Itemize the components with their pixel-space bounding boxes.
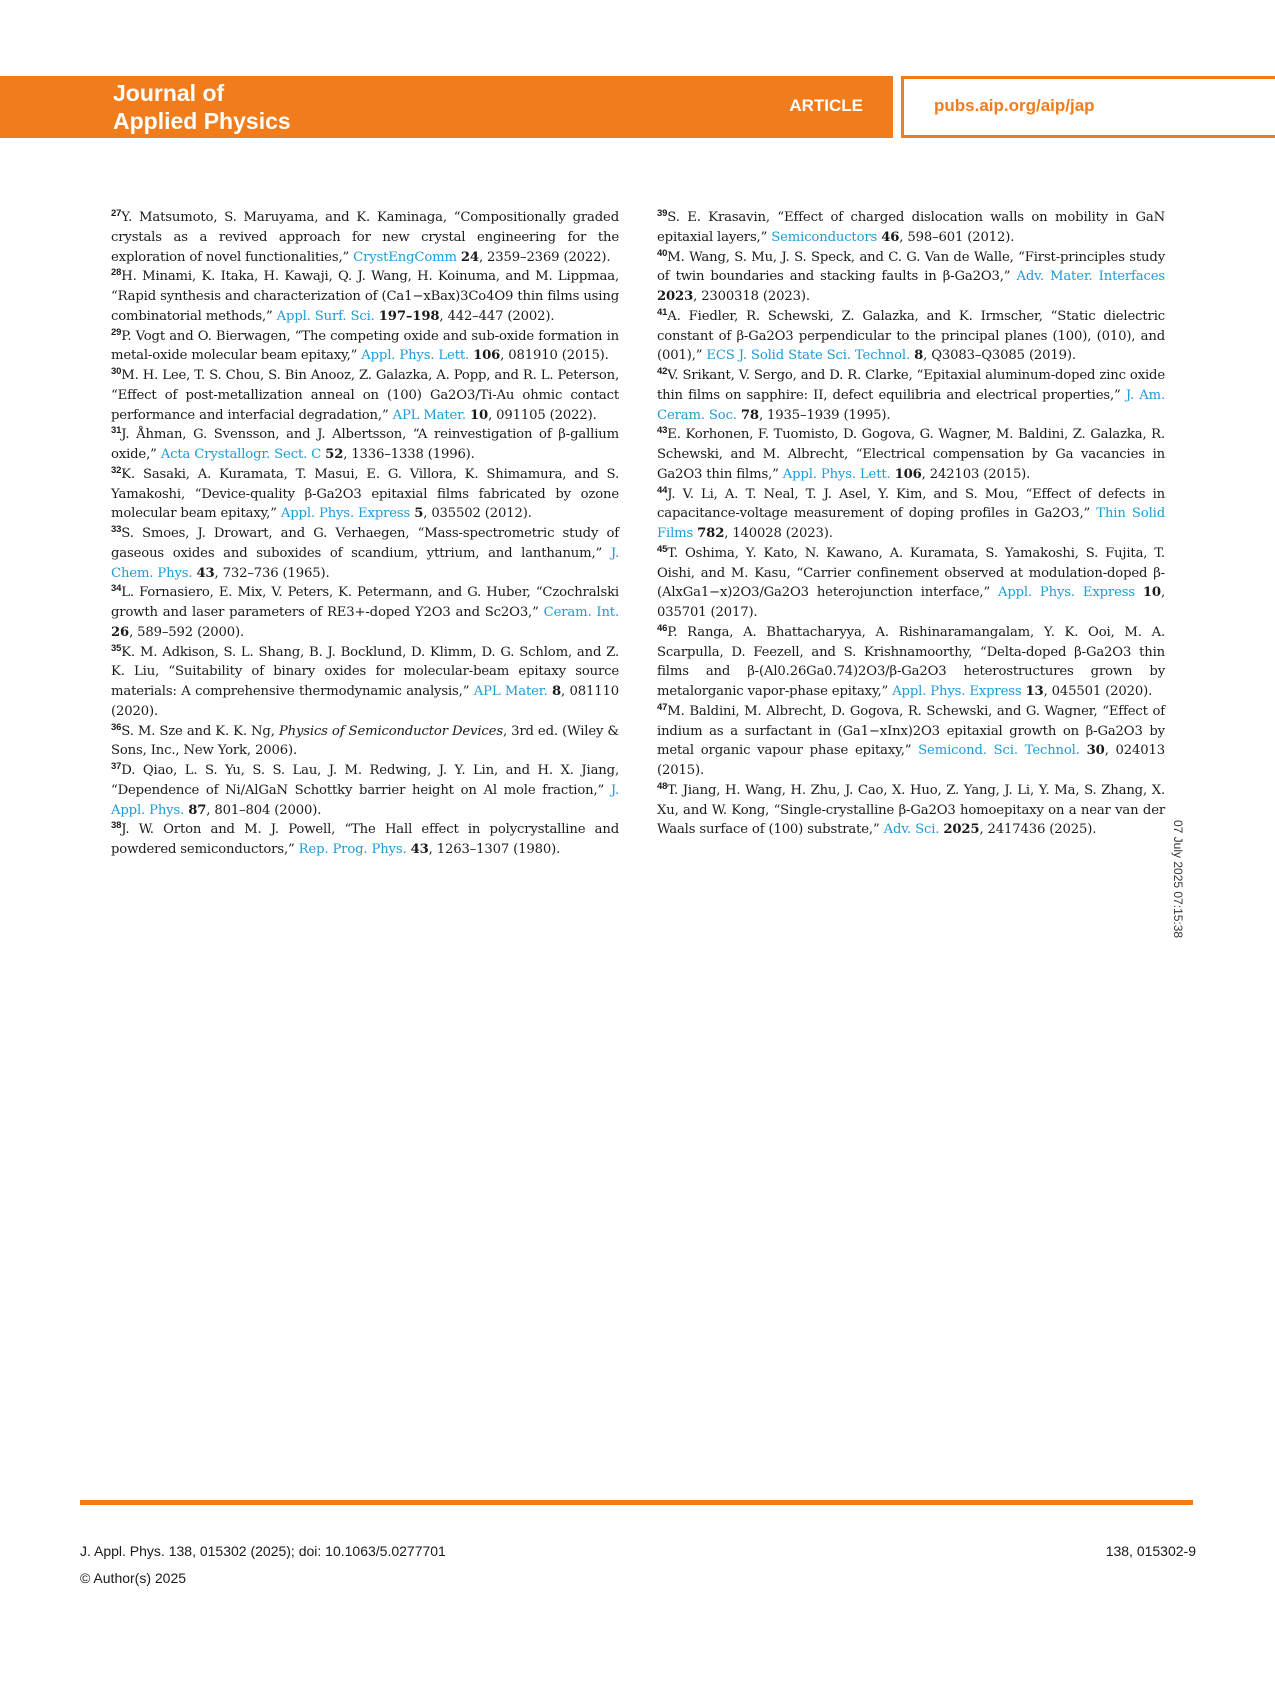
reference-pages-year: , 035502 (2012). bbox=[423, 506, 532, 522]
reference-text: S. E. Krasavin, “Effect of charged dislocation walls on mobility in GaN epitaxial layers,” bbox=[657, 210, 1165, 245]
reference-text: Y. Matsumoto, S. Maruyama, and K. Kaminaga, “Compositionally graded crystals as a revived approach for new crystal engineering for the exploration of novel functionalities,” bbox=[111, 210, 619, 265]
reference-journal-link[interactable]: Appl. Phys. Express bbox=[997, 585, 1135, 601]
reference-number: 33 bbox=[111, 524, 122, 535]
reference-volume: 106 bbox=[473, 348, 501, 364]
reference-pages-year: , Q3083–Q3085 (2019). bbox=[923, 348, 1076, 364]
reference-volume: 10 bbox=[470, 407, 489, 423]
reference-journal-link[interactable]: Appl. Phys. Express bbox=[892, 684, 1022, 699]
reference-pages-year: , 091105 (2022). bbox=[488, 407, 597, 423]
reference-volume: 24 bbox=[460, 249, 479, 265]
reference-journal-link[interactable]: Semiconductors bbox=[771, 229, 878, 245]
reference-volume: 13 bbox=[1025, 684, 1044, 699]
reference-journal-link[interactable]: CrystEngComm bbox=[353, 249, 457, 265]
references-right-column bbox=[657, 208, 1165, 840]
reference-text: H. Minami, K. Itaka, H. Kawaji, Q. J. Wang, H. Koinuma, and M. Lippmaa, “Rapid synthesis and characterization of (Ca1−xBax)3Co4O9 thin films using combinatorial methods,” bbox=[111, 269, 619, 324]
reference-number: 29 bbox=[111, 326, 122, 338]
references-left-column bbox=[111, 208, 619, 860]
reference-number: 41 bbox=[657, 306, 668, 318]
reference-volume: 43 bbox=[196, 565, 215, 581]
reference-pages-year: , 2417436 (2025). bbox=[979, 822, 1097, 838]
reference-number: 44 bbox=[657, 484, 668, 496]
reference-volume: 26 bbox=[111, 624, 130, 640]
reference-text: S. Smoes, J. Drowart, and G. Verhaegen, “Mass-spectrometric study of gaseous oxides and suboxides of scandium, yttrium, and lanthanum,” bbox=[111, 526, 619, 561]
reference-pages-year: , 589–592 (2000). bbox=[129, 624, 245, 640]
reference-pages-year: , 2359–2369 (2022). bbox=[478, 249, 611, 265]
reference-number: 45 bbox=[657, 543, 668, 555]
footer-copyright: © Author(s) 2025 bbox=[80, 1570, 187, 1586]
reference-pages-year: , 442–447 (2002). bbox=[439, 308, 555, 324]
reference-volume: 43 bbox=[410, 842, 429, 857]
reference-number: 42 bbox=[657, 366, 668, 377]
reference-journal-link[interactable]: J. Am. Ceram. Soc. bbox=[657, 387, 1165, 423]
reference-item bbox=[111, 524, 619, 583]
reference-text: K. M. Adkison, S. L. Shang, B. J. Bocklund, D. Klimm, D. G. Schlom, and Z. K. Liu, “Suitability of binary oxides for molecular-beam epitaxy source materials: A comprehensive thermodynamic analysis,” bbox=[111, 644, 619, 699]
reference-journal-link[interactable]: Acta Crystallogr. Sect. C bbox=[160, 447, 322, 462]
reference-journal-link[interactable]: Rep. Prog. Phys. bbox=[298, 842, 407, 857]
journal-title-line2: Applied Physics bbox=[113, 108, 291, 134]
reference-text: P. Vogt and O. Bierwagen, “The competing oxide and sub-oxide formation in metal-oxide molecular beam epitaxy,” bbox=[111, 328, 619, 364]
reference-number: 32 bbox=[111, 464, 122, 476]
journal-title-line1: Journal of bbox=[113, 80, 225, 106]
reference-number: 37 bbox=[111, 761, 122, 772]
reference-pages-year: , 1336–1338 (1996). bbox=[343, 447, 475, 462]
reference-text: T. Oshima, Y. Kato, N. Kawano, A. Kuramata, S. Yamakoshi, S. Fujita, T. Oishi, and M. Kasu, “Carrier confinement observed at modulation-doped β-(AlxGa1−x)2O3/Ga2O3 heterojunction interface,” bbox=[657, 545, 1165, 601]
reference-number: 47 bbox=[657, 701, 668, 713]
reference-book-title: Physics of Semiconductor Devices bbox=[278, 723, 503, 739]
reference-text: M. Wang, S. Mu, J. S. Speck, and C. G. Van de Walle, “First-principles study of twin boundaries and stacking faults in β-Ga2O3,” bbox=[657, 249, 1165, 285]
reference-text: T. Jiang, H. Wang, H. Zhu, J. Cao, X. Huo, Z. Yang, J. Li, Y. Ma, S. Zhang, X. Xu, and W. Kong, “Single-crystalline β-Ga2O3 homoepitaxy on a near van der Waals surface of (100) substrate,” bbox=[657, 782, 1165, 838]
reference-volume: 78 bbox=[740, 407, 759, 423]
reference-pages-year: , 1263–1307 (1980). bbox=[428, 842, 561, 857]
reference-journal-link[interactable]: J. Appl. Phys. bbox=[111, 782, 619, 818]
reference-journal-link[interactable]: Appl. Surf. Sci. bbox=[276, 308, 375, 324]
reference-item bbox=[111, 820, 619, 860]
reference-journal-link[interactable]: Appl. Phys. Express bbox=[280, 506, 411, 522]
reference-journal-link[interactable]: Appl. Phys. Lett. bbox=[361, 348, 470, 364]
reference-pages-year: , 2300318 (2023). bbox=[693, 289, 810, 304]
reference-number: 46 bbox=[657, 622, 668, 634]
footer-page-number: 138, 015302-9 bbox=[1105, 1543, 1196, 1559]
download-timestamp: 07 July 2025 07:15:38 bbox=[1171, 820, 1185, 939]
reference-text: P. Ranga, A. Bhattacharyya, A. Rishinaramangalam, Y. K. Ooi, M. A. Scarpulla, D. Feezell, and S. Krishnamoorthy, “Delta-doped β-Ga2O3 thin films and β-(Al0.26Ga0.74)2O3/β-Ga2O3 heterostructures grown by metalorganic vapor-phase epitaxy,” bbox=[657, 624, 1165, 699]
reference-item bbox=[657, 248, 1165, 307]
reference-number: 35 bbox=[111, 642, 122, 654]
reference-item bbox=[111, 583, 619, 642]
reference-item bbox=[657, 366, 1165, 425]
reference-pages-year: , 3rd ed. (Wiley & Sons, Inc., New York, 2006). bbox=[111, 723, 619, 759]
reference-number: 31 bbox=[111, 425, 122, 437]
reference-number: 43 bbox=[657, 425, 668, 437]
reference-item bbox=[657, 307, 1165, 366]
journal-header bbox=[0, 76, 1275, 138]
reference-text: K. Sasaki, A. Kuramata, T. Masui, E. G. Villora, K. Shimamura, and S. Yamakoshi, “Device-quality β-Ga2O3 epitaxial films fabricated by ozone molecular beam epitaxy,” bbox=[111, 466, 619, 522]
reference-journal-link[interactable]: Semicond. Sci. Technol. bbox=[918, 743, 1080, 759]
reference-number: 39 bbox=[657, 208, 668, 219]
reference-journal-link[interactable]: APL Mater. bbox=[473, 684, 548, 699]
footer-rule bbox=[80, 1500, 1193, 1505]
reference-journal-link[interactable]: Appl. Phys. Lett. bbox=[782, 466, 891, 482]
reference-text: M. Baldini, M. Albrecht, D. Gogova, R. Schewski, and G. Wagner, “Effect of indium as a surfactant in (Ga1−xInx)2O3 epitaxial growth on β-Ga2O3 by metal organic vapour phase epitaxy,” bbox=[657, 703, 1165, 759]
reference-pages-year: , 081910 (2015). bbox=[500, 348, 609, 364]
reference-text: M. H. Lee, T. S. Chou, S. Bin Anooz, Z. Galazka, A. Popp, and R. L. Peterson, “Effect of post-metallization anneal on (100) Ga2O3/Ti-Au ohmic contact performance and interfacial degradation,” bbox=[111, 368, 619, 423]
reference-volume: 52 bbox=[325, 447, 344, 462]
reference-text: D. Qiao, L. S. Yu, S. S. Lau, J. M. Redwing, J. Y. Lin, and H. X. Jiang, “Dependence of Ni/AlGaN Schottky barrier height on Al mole fraction,” bbox=[111, 763, 619, 798]
reference-item bbox=[657, 544, 1165, 623]
reference-item bbox=[657, 485, 1165, 544]
reference-item bbox=[111, 327, 619, 367]
reference-item bbox=[111, 208, 619, 267]
reference-journal-link[interactable]: APL Mater. bbox=[392, 407, 466, 423]
reference-number: 48 bbox=[657, 780, 668, 792]
reference-pages-year: , 598–601 (2012). bbox=[899, 229, 1015, 245]
reference-item bbox=[111, 761, 619, 820]
reference-number: 38 bbox=[111, 820, 122, 832]
reference-pages-year: , 1935–1939 (1995). bbox=[758, 407, 891, 423]
reference-number: 34 bbox=[111, 583, 122, 595]
journal-title bbox=[113, 79, 291, 135]
reference-text: J. V. Li, A. T. Neal, T. J. Asel, Y. Kim, and S. Mou, “Effect of defects in capacitance-voltage measurement of doping profiles in Ga2O3,” bbox=[657, 486, 1165, 522]
reference-pages-year: , 035701 (2017). bbox=[657, 585, 1166, 620]
reference-volume: 46 bbox=[881, 229, 900, 245]
footer-citation: J. Appl. Phys. 138, 015302 (2025); doi: 10.1063/5.0277701 bbox=[80, 1543, 446, 1559]
reference-text: A. Fiedler, R. Schewski, Z. Galazka, and K. Irmscher, “Static dielectric constant of β-Ga2O3 perpendicular to the principal planes (100), (010), and (001),” bbox=[657, 308, 1165, 364]
reference-volume: 5 bbox=[414, 506, 424, 522]
reference-pages-year: , 024013 (2015). bbox=[657, 743, 1165, 778]
reference-volume: 2023 bbox=[657, 289, 694, 304]
reference-number: 36 bbox=[111, 721, 122, 733]
reference-pages-year: , 732–736 (1965). bbox=[214, 565, 330, 581]
reference-item bbox=[657, 702, 1165, 781]
reference-text: J. Åhman, G. Svensson, and J. Albertsson, “A reinvestigation of β-gallium oxide,” bbox=[111, 427, 619, 462]
header-url-box bbox=[901, 76, 1275, 138]
reference-volume: 10 bbox=[1142, 585, 1161, 601]
reference-pages-year: , 801–804 (2000). bbox=[206, 802, 322, 818]
reference-volume: 87 bbox=[188, 802, 207, 818]
reference-item bbox=[657, 208, 1165, 248]
reference-text: V. Srikant, V. Sergo, and D. R. Clarke, “Epitaxial aluminum-doped zinc oxide thin films on sapphire: II, defect equilibria and electrical properties,” bbox=[657, 368, 1165, 403]
reference-volume: 782 bbox=[697, 526, 725, 541]
reference-text: L. Fornasiero, E. Mix, V. Peters, K. Petermann, and G. Huber, “Czochralski growth and laser parameters of RE3+-doped Y2O3 and Sc2O3,” bbox=[111, 585, 619, 620]
reference-item bbox=[111, 643, 619, 722]
reference-item bbox=[111, 465, 619, 524]
reference-item bbox=[111, 425, 619, 465]
reference-journal-link[interactable]: Adv. Mater. Interfaces bbox=[1016, 269, 1165, 285]
reference-journal-link[interactable]: Adv. Sci. bbox=[883, 822, 940, 838]
reference-journal-link[interactable]: ECS J. Solid State Sci. Technol. bbox=[706, 348, 911, 364]
header-banner bbox=[0, 76, 893, 138]
reference-item bbox=[111, 267, 619, 326]
reference-text: S. M. Sze and K. K. Ng, bbox=[121, 723, 279, 739]
reference-journal-link[interactable]: Thin Solid Films bbox=[657, 506, 1166, 541]
reference-item bbox=[111, 722, 619, 762]
reference-item bbox=[111, 366, 619, 425]
reference-number: 30 bbox=[111, 366, 122, 377]
reference-text: J. W. Orton and M. J. Powell, “The Hall effect in polycrystalline and powdered semiconductors,” bbox=[111, 822, 619, 857]
reference-volume: 197–198 bbox=[378, 308, 440, 324]
reference-volume: 30 bbox=[1086, 743, 1105, 759]
reference-volume: 8 bbox=[914, 348, 924, 364]
article-type-label: ARTICLE bbox=[789, 96, 863, 115]
reference-item bbox=[657, 781, 1165, 840]
reference-text: E. Korhonen, F. Tuomisto, D. Gogova, G. Wagner, M. Baldini, Z. Galazka, R. Schewski, and M. Albrecht, “Electrical compensation by Ga vacancies in Ga2O3 thin films,” bbox=[657, 427, 1165, 482]
reference-number: 40 bbox=[657, 247, 668, 259]
reference-pages-year: , 081110 (2020). bbox=[111, 684, 619, 719]
reference-number: 27 bbox=[111, 208, 122, 219]
reference-volume: 2025 bbox=[943, 822, 980, 838]
reference-number: 28 bbox=[111, 267, 122, 279]
reference-item bbox=[657, 623, 1165, 702]
journal-url-link[interactable]: pubs.aip.org/aip/jap bbox=[934, 96, 1095, 115]
reference-journal-link[interactable]: Ceram. Int. bbox=[543, 605, 619, 620]
reference-pages-year: , 140028 (2023). bbox=[724, 526, 833, 541]
reference-pages-year: , 045501 (2020). bbox=[1043, 684, 1153, 699]
reference-volume: 8 bbox=[552, 684, 562, 699]
reference-journal-link[interactable]: J. Chem. Phys. bbox=[111, 545, 619, 581]
reference-volume: 106 bbox=[894, 466, 922, 482]
reference-item bbox=[657, 425, 1165, 484]
reference-pages-year: , 242103 (2015). bbox=[921, 466, 1031, 482]
